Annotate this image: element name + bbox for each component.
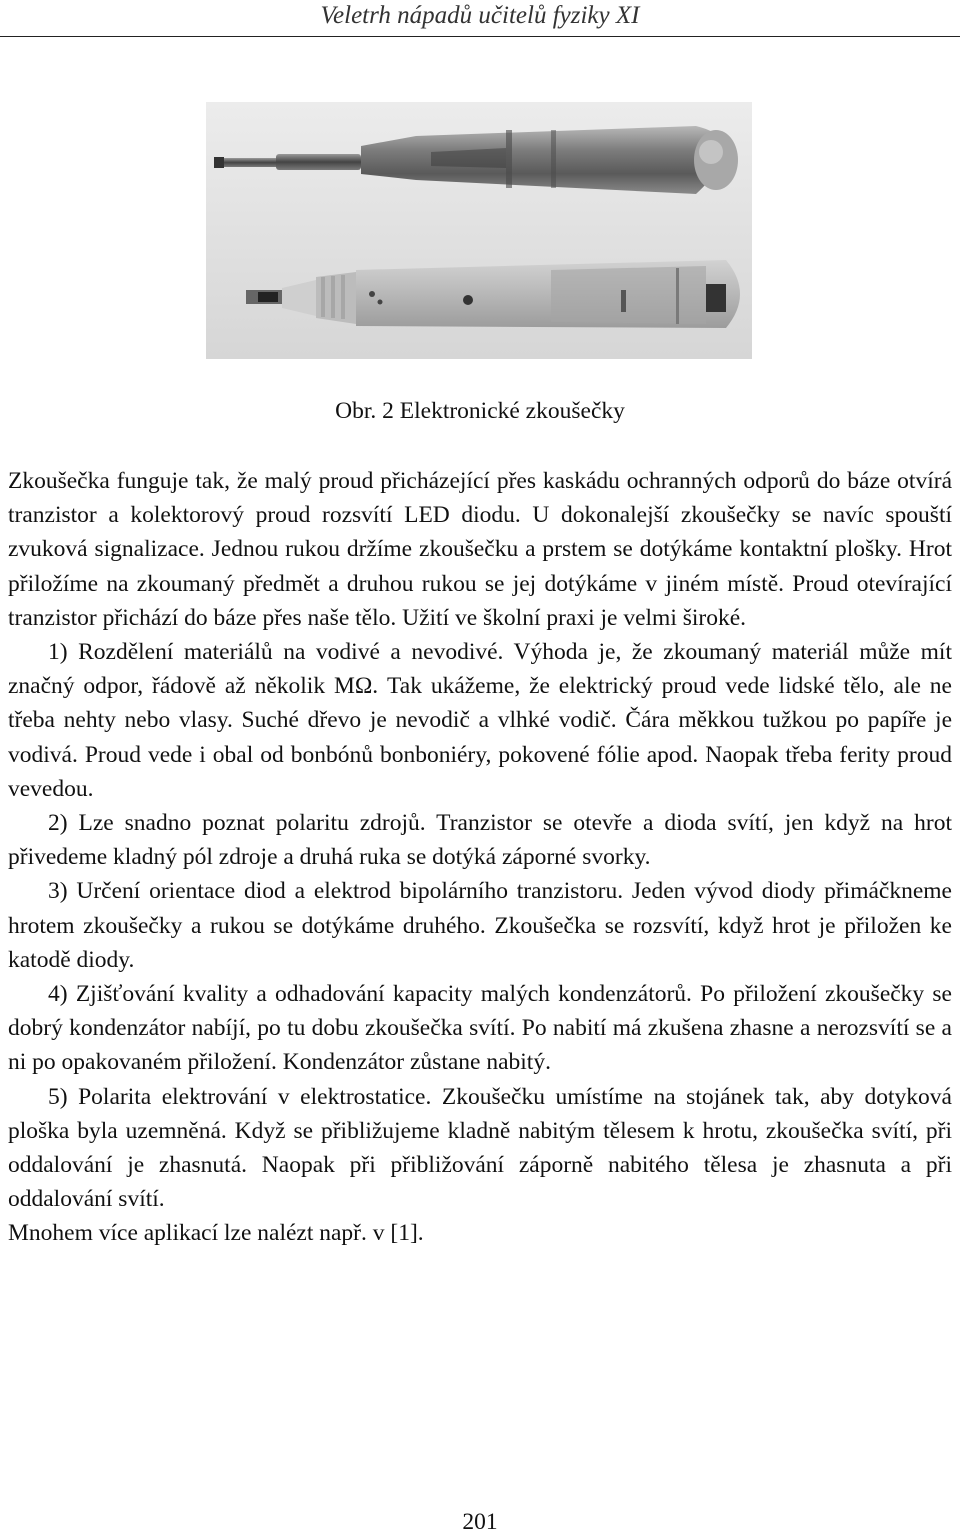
- body-text: [8, 464, 952, 1251]
- paragraph-closing: Mnohem více aplikací lze nalézt např. v [1].: [8, 1220, 424, 1247]
- paragraph-5-electrostatics: 5) Polarita elektrování v elektrostatice. Zkoušečku umístíme na stojánek tak, aby dotyková ploška byla uzemněná. Když se přibližujeme kladně nabitým tělesem k hrotu, zkoušečka svítí, při oddalování je zhasnutá. Naopak při přibližování záporně nabitého tělesa je zhasnuta a při oddalování svítí.: [8, 1083, 952, 1213]
- figure-caption: Obr. 2 Elektronické zkoušečky: [335, 398, 625, 424]
- figure-photo-electronic-testers: [206, 102, 752, 359]
- paragraph-4-capacitors: 4) Zjišťování kvality a odhadování kapacity malých kondenzátorů. Po přiložení zkoušečky se dobrý kondenzátor nabíjí, po tu dobu zkoušečka svítí. Po nabití má zkušena zhasne a nerozsvítí se a ni po opakovaném přiložení. Kondenzátor zůstane nabitý.: [8, 981, 952, 1076]
- page-number: 201: [462, 1509, 498, 1535]
- running-header: Veletrh nápadů učitelů fyziky XI: [0, 0, 960, 37]
- paragraph-intro: Zkoušečka funguje tak, že malý proud přicházející přes kaskádu ochranných odporů do báze otvírá tranzistor a kolektorový proud rozsvítí LED diodu. U dokonalejší zkoušečky se navíc spouští zvuková signalizace. Jednou rukou držíme zkoušečku a prstem se dotýkáme kontaktní plošky. Hrot přiložíme na zkoumaný předmět a druhou rukou se jej dotýkáme v jiném místě. Proud otevírající tranzistor přichází do báze přes naše tělo. Užití ve školní praxi je velmi široké.: [8, 468, 952, 631]
- paragraph-3-diodes: 3) Určení orientace diod a elektrod bipolárního tranzistoru. Jeden vývod diody přimáčkneme hrotem zkoušečky a rukou se dotýkáme druhého. Zkoušečka se rozsvítí, když hrot je přiložen ke katodě diody.: [8, 878, 952, 973]
- paragraph-2-polarity: 2) Lze snadno poznat polaritu zdrojů. Tranzistor se otevře a dioda svítí, jen když na hrot přivedeme kladný pól zdroje a druhá ruka se dotýká záporné svorky.: [8, 810, 952, 871]
- paragraph-1-conductors: 1) Rozdělení materiálů na vodivé a nevodivé. Výhoda je, že zkoumaný materiál může mít značný odpor, řádově až několik MΩ. Tak ukážeme, že elektrický proud vede lidské tělo, ale ne třeba nehty nebo vlasy. Suché dřevo je nevodič a vlhké vodič. Čára měkkou tužkou po papíře je vodivá. Proud vede i obal od bonbónů bonboniéry, pokovené fólie apod. Naopak třeba ferity proud vevedou.: [8, 639, 952, 802]
